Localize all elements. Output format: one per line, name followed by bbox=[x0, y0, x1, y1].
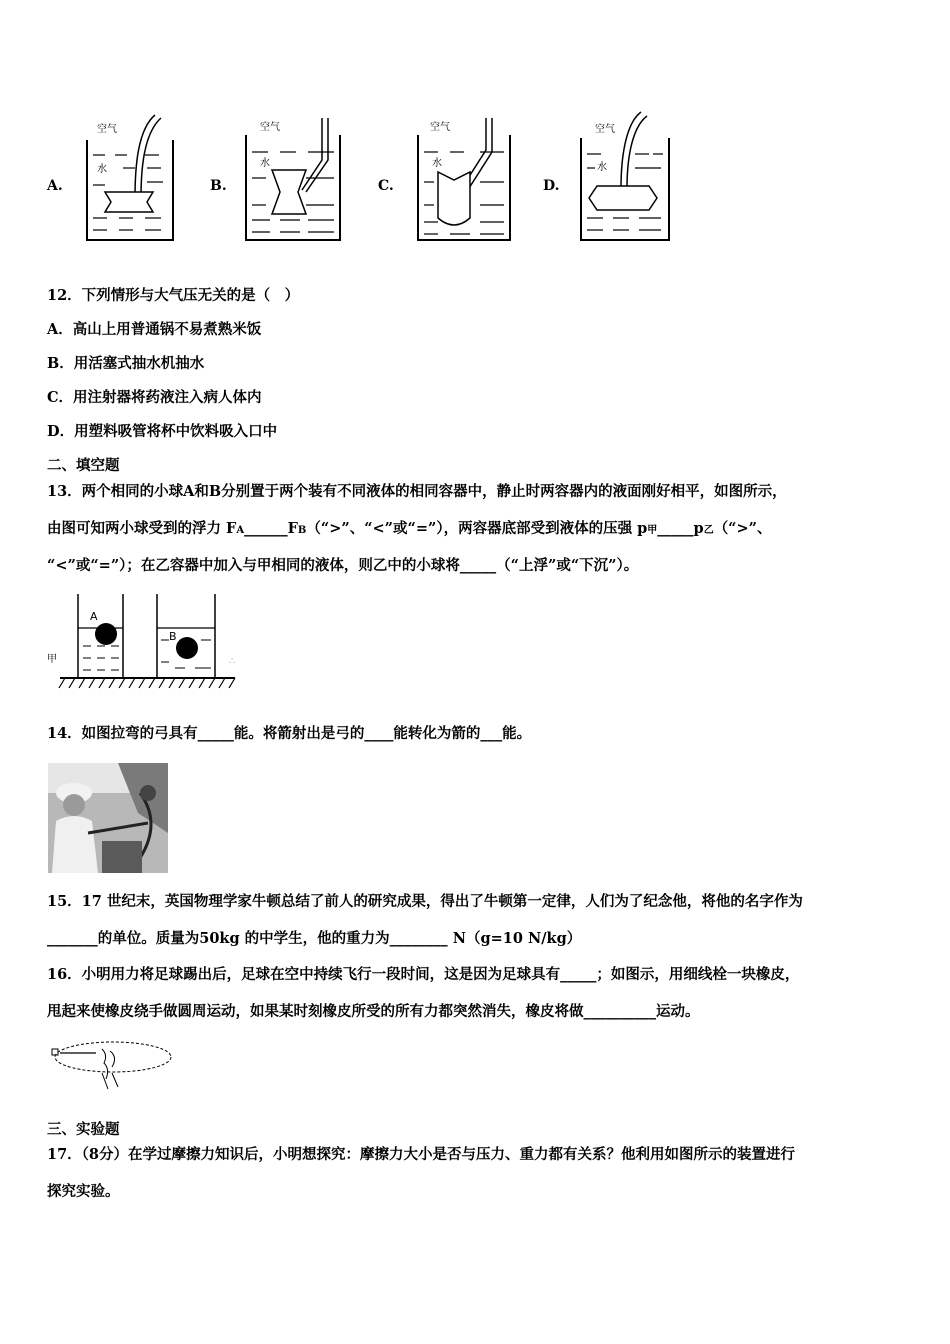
option-b-figure bbox=[240, 110, 350, 245]
svg-text:甲: 甲 bbox=[47, 654, 57, 665]
option-a-label: A. bbox=[47, 178, 63, 194]
option-d-figure bbox=[573, 110, 683, 245]
q13-line2: 由图可知两小球受到的浮力 FA______FB（“>”、“<”或“=”），两容器底部受到液体的压强 p甲_____p乙（“>”、 bbox=[47, 520, 772, 537]
svg-text:∴: ∴ bbox=[229, 656, 236, 667]
q12-option-a: A．高山上用普通锅不易煮熟米饭 bbox=[47, 321, 262, 338]
section-2-heading: 二、填空题 bbox=[47, 457, 120, 474]
svg-text:A: A bbox=[90, 610, 98, 623]
q16-line1: 16．小明用力将足球踢出后，足球在空中持续飞行一段时间，这是因为足球具有_____；如图示，用细线栓一块橡皮， bbox=[47, 966, 800, 983]
q14-text: 14．如图拉弯的弓具有_____能。将箭射出是弓的____能转化为箭的___能。 bbox=[47, 725, 532, 742]
svg-text:水: 水 bbox=[597, 162, 607, 173]
q16-figure bbox=[48, 1033, 178, 1093]
svg-text:B: B bbox=[169, 630, 177, 643]
svg-text:空气: 空气 bbox=[97, 124, 117, 135]
q13-figure bbox=[45, 590, 245, 695]
q12-option-b: B．用活塞式抽水机抽水 bbox=[47, 355, 205, 372]
q13-line3: “<”或“=”）；在乙容器中加入与甲相同的液体，则乙中的小球将_____（“上浮”或“下沉”）。 bbox=[47, 557, 639, 574]
q12-stem: 12．下列情形与大气压无关的是（ ） bbox=[47, 287, 300, 304]
svg-text:水: 水 bbox=[97, 164, 107, 175]
option-d-label: D. bbox=[543, 178, 560, 194]
q17-line2: 探究实验。 bbox=[47, 1183, 120, 1200]
q15-line2: _______的单位。质量为50kg 的中学生，他的重力为________ N（g=10 N/kg） bbox=[47, 930, 582, 947]
q12-option-d: D．用塑料吸管将杯中饮料吸入口中 bbox=[47, 423, 278, 440]
option-c-figure bbox=[410, 110, 520, 245]
option-a-figure bbox=[75, 110, 185, 245]
svg-text:水: 水 bbox=[432, 158, 442, 169]
svg-text:空气: 空气 bbox=[260, 122, 280, 133]
q12-option-c: C．用注射器将药液注入病人体内 bbox=[47, 389, 262, 406]
option-c-label: C. bbox=[378, 178, 394, 194]
section-3-heading: 三、实验题 bbox=[47, 1121, 120, 1138]
svg-text:空气: 空气 bbox=[430, 122, 450, 133]
svg-text:水: 水 bbox=[260, 158, 270, 169]
q17-line1: 17．（8分）在学过摩擦力知识后，小明想探究：摩擦力大小是否与压力、重力都有关系？他利用如图所示的装置进行 bbox=[47, 1146, 796, 1163]
q13-line1: 13．两个相同的小球A和B分别置于两个装有不同液体的相同容器中，静止时两容器内的液面刚好相平，如图所示， bbox=[47, 483, 787, 500]
q15-line1: 15．17 世纪末，英国物理学家牛顿总结了前人的研究成果，得出了牛顿第一定律，人们为了纪念他，将他的名字作为 bbox=[47, 893, 803, 910]
option-b-label: B. bbox=[210, 178, 227, 194]
q14-archer-photo bbox=[48, 763, 168, 873]
q16-line2: 甩起来使橡皮绕手做圆周运动，如果某时刻橡皮所受的所有力都突然消失，橡皮将做__________运动。 bbox=[47, 1003, 700, 1020]
svg-text:空气: 空气 bbox=[595, 124, 615, 135]
